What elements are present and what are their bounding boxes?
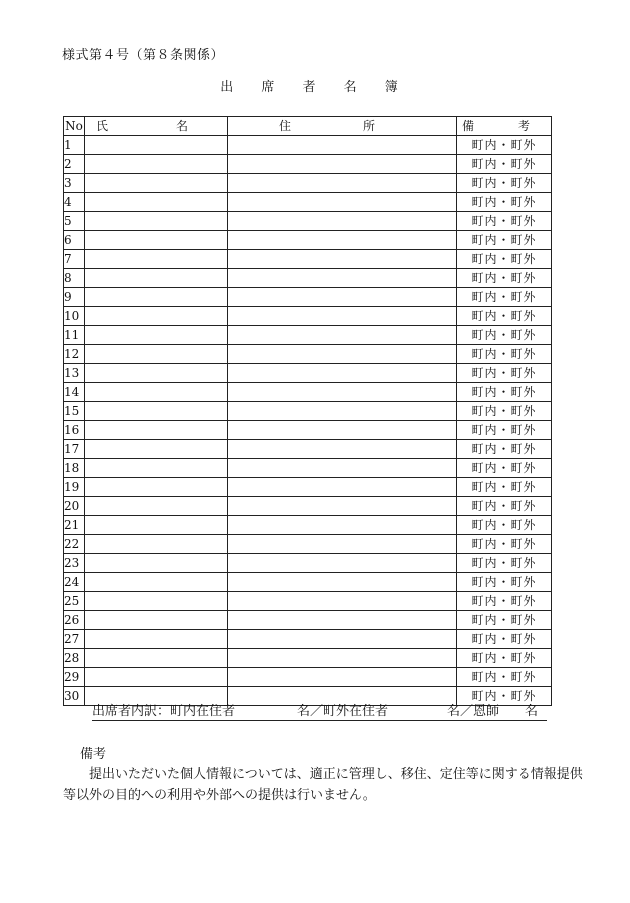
remarks-body: 提出いただいた個人情報については、適正に管理し、移住、定住等に関する情報提供等以外の目的への利用や外部への提供は行いません。 xyxy=(63,767,583,803)
note-cell: 町内・町外 xyxy=(457,155,552,174)
row-number: 23 xyxy=(64,554,85,573)
table-row xyxy=(64,250,552,269)
table-row xyxy=(64,307,552,326)
row-number: 26 xyxy=(64,611,85,630)
address-cell[interactable] xyxy=(228,155,457,174)
name-cell[interactable] xyxy=(85,478,228,497)
table-row xyxy=(64,478,552,497)
note-cell: 町内・町外 xyxy=(457,269,552,288)
table-row xyxy=(64,668,552,687)
note-cell: 町内・町外 xyxy=(457,440,552,459)
name-cell[interactable] xyxy=(85,459,228,478)
name-cell[interactable] xyxy=(85,193,228,212)
name-cell[interactable] xyxy=(85,630,228,649)
table-row xyxy=(64,573,552,592)
name-cell[interactable] xyxy=(85,364,228,383)
table-row xyxy=(64,535,552,554)
address-cell[interactable] xyxy=(228,250,457,269)
row-number: 2 xyxy=(64,155,85,174)
note-cell: 町内・町外 xyxy=(457,592,552,611)
note-cell: 町内・町外 xyxy=(457,573,552,592)
address-cell[interactable] xyxy=(228,516,457,535)
table-row xyxy=(64,421,552,440)
address-cell[interactable] xyxy=(228,193,457,212)
row-number: 30 xyxy=(64,687,85,706)
name-cell[interactable] xyxy=(85,535,228,554)
address-cell[interactable] xyxy=(228,554,457,573)
note-cell: 町内・町外 xyxy=(457,459,552,478)
attendee-table xyxy=(63,116,552,706)
summary-teacher-label: 名／恩師 名 xyxy=(447,704,539,719)
row-number: 24 xyxy=(64,573,85,592)
address-cell[interactable] xyxy=(228,459,457,478)
row-number: 10 xyxy=(64,307,85,326)
table-row xyxy=(64,155,552,174)
note-cell: 町内・町外 xyxy=(457,402,552,421)
row-number: 14 xyxy=(64,383,85,402)
note-cell: 町内・町外 xyxy=(457,649,552,668)
row-number: 3 xyxy=(64,174,85,193)
name-cell[interactable] xyxy=(85,231,228,250)
address-cell[interactable] xyxy=(228,478,457,497)
name-cell[interactable] xyxy=(85,326,228,345)
table-row xyxy=(64,630,552,649)
summary-local-label: 出席者内訳：町内在住者 xyxy=(92,704,236,719)
row-number: 19 xyxy=(64,478,85,497)
row-number: 29 xyxy=(64,668,85,687)
name-cell[interactable] xyxy=(85,440,228,459)
note-cell: 町内・町外 xyxy=(457,136,552,155)
header-no: No xyxy=(64,117,85,136)
address-cell[interactable] xyxy=(228,611,457,630)
table-row xyxy=(64,136,552,155)
address-cell[interactable] xyxy=(228,402,457,421)
row-number: 22 xyxy=(64,535,85,554)
form-number: 様式第４号（第８条関係） xyxy=(62,48,225,63)
table-row xyxy=(64,269,552,288)
note-cell: 町内・町外 xyxy=(457,516,552,535)
note-cell: 町内・町外 xyxy=(457,478,552,497)
table-row xyxy=(64,554,552,573)
header-note: 備 考 xyxy=(457,117,552,136)
note-cell: 町内・町外 xyxy=(457,554,552,573)
name-cell[interactable] xyxy=(85,516,228,535)
name-cell[interactable] xyxy=(85,554,228,573)
summary-outside-label: 名／町外在住者 xyxy=(297,704,389,719)
address-cell[interactable] xyxy=(228,212,457,231)
name-cell[interactable] xyxy=(85,497,228,516)
row-number: 9 xyxy=(64,288,85,307)
note-cell: 町内・町外 xyxy=(457,212,552,231)
header-name: 氏 名 xyxy=(85,117,228,136)
table-row xyxy=(64,288,552,307)
note-cell: 町内・町外 xyxy=(457,421,552,440)
row-number: 7 xyxy=(64,250,85,269)
name-cell[interactable] xyxy=(85,212,228,231)
note-cell: 町内・町外 xyxy=(457,611,552,630)
note-cell: 町内・町外 xyxy=(457,687,552,706)
table-row xyxy=(64,174,552,193)
address-cell[interactable] xyxy=(228,573,457,592)
row-number: 20 xyxy=(64,497,85,516)
document-title: 出 席 者 名 簿 xyxy=(220,80,410,95)
row-number: 8 xyxy=(64,269,85,288)
address-cell[interactable] xyxy=(228,668,457,687)
address-cell[interactable] xyxy=(228,649,457,668)
address-cell[interactable] xyxy=(228,630,457,649)
note-cell: 町内・町外 xyxy=(457,345,552,364)
note-cell: 町内・町外 xyxy=(457,307,552,326)
table-row xyxy=(64,326,552,345)
row-number: 17 xyxy=(64,440,85,459)
note-cell: 町内・町外 xyxy=(457,497,552,516)
address-cell[interactable] xyxy=(228,535,457,554)
name-cell[interactable] xyxy=(85,250,228,269)
table-row xyxy=(64,364,552,383)
note-cell: 町内・町外 xyxy=(457,326,552,345)
address-cell[interactable] xyxy=(228,174,457,193)
table-row xyxy=(64,402,552,421)
table-header-row xyxy=(64,117,552,136)
row-number: 12 xyxy=(64,345,85,364)
table-row xyxy=(64,212,552,231)
table-row xyxy=(64,497,552,516)
note-cell: 町内・町外 xyxy=(457,668,552,687)
table-row xyxy=(64,193,552,212)
table-row xyxy=(64,649,552,668)
row-number: 25 xyxy=(64,592,85,611)
row-number: 18 xyxy=(64,459,85,478)
note-cell: 町内・町外 xyxy=(457,630,552,649)
name-cell[interactable] xyxy=(85,269,228,288)
name-cell[interactable] xyxy=(85,421,228,440)
address-cell[interactable] xyxy=(228,326,457,345)
address-cell[interactable] xyxy=(228,440,457,459)
name-cell[interactable] xyxy=(85,136,228,155)
table-row xyxy=(64,383,552,402)
address-cell[interactable] xyxy=(228,136,457,155)
name-cell[interactable] xyxy=(85,307,228,326)
note-cell: 町内・町外 xyxy=(457,250,552,269)
note-cell: 町内・町外 xyxy=(457,231,552,250)
table-row xyxy=(64,440,552,459)
row-number: 16 xyxy=(64,421,85,440)
name-cell[interactable] xyxy=(85,649,228,668)
address-cell[interactable] xyxy=(228,383,457,402)
name-cell[interactable] xyxy=(85,573,228,592)
name-cell[interactable] xyxy=(85,668,228,687)
address-cell[interactable] xyxy=(228,497,457,516)
table-row xyxy=(64,516,552,535)
note-cell: 町内・町外 xyxy=(457,364,552,383)
table-row xyxy=(64,592,552,611)
name-cell[interactable] xyxy=(85,611,228,630)
note-cell: 町内・町外 xyxy=(457,288,552,307)
address-cell[interactable] xyxy=(228,421,457,440)
row-number: 4 xyxy=(64,193,85,212)
row-number: 21 xyxy=(64,516,85,535)
name-cell[interactable] xyxy=(85,288,228,307)
table-row xyxy=(64,231,552,250)
note-cell: 町内・町外 xyxy=(457,193,552,212)
note-cell: 町内・町外 xyxy=(457,383,552,402)
attendance-summary xyxy=(92,703,547,721)
table-row xyxy=(64,345,552,364)
note-cell: 町内・町外 xyxy=(457,535,552,554)
name-cell[interactable] xyxy=(85,592,228,611)
address-cell[interactable] xyxy=(228,231,457,250)
note-cell: 町内・町外 xyxy=(457,174,552,193)
row-number: 5 xyxy=(64,212,85,231)
address-cell[interactable] xyxy=(228,592,457,611)
name-cell[interactable] xyxy=(85,155,228,174)
name-cell[interactable] xyxy=(85,402,228,421)
name-cell[interactable] xyxy=(85,345,228,364)
remarks-title: 備考 xyxy=(80,747,107,762)
table-row xyxy=(64,459,552,478)
address-cell[interactable] xyxy=(228,364,457,383)
row-number: 11 xyxy=(64,326,85,345)
address-cell[interactable] xyxy=(228,345,457,364)
name-cell[interactable] xyxy=(85,383,228,402)
name-cell[interactable] xyxy=(85,174,228,193)
row-number: 1 xyxy=(64,136,85,155)
row-number: 28 xyxy=(64,649,85,668)
address-cell[interactable] xyxy=(228,269,457,288)
address-cell[interactable] xyxy=(228,288,457,307)
header-address: 住 所 xyxy=(228,117,457,136)
table-row xyxy=(64,611,552,630)
address-cell[interactable] xyxy=(228,307,457,326)
row-number: 27 xyxy=(64,630,85,649)
row-number: 6 xyxy=(64,231,85,250)
row-number: 13 xyxy=(64,364,85,383)
row-number: 15 xyxy=(64,402,85,421)
